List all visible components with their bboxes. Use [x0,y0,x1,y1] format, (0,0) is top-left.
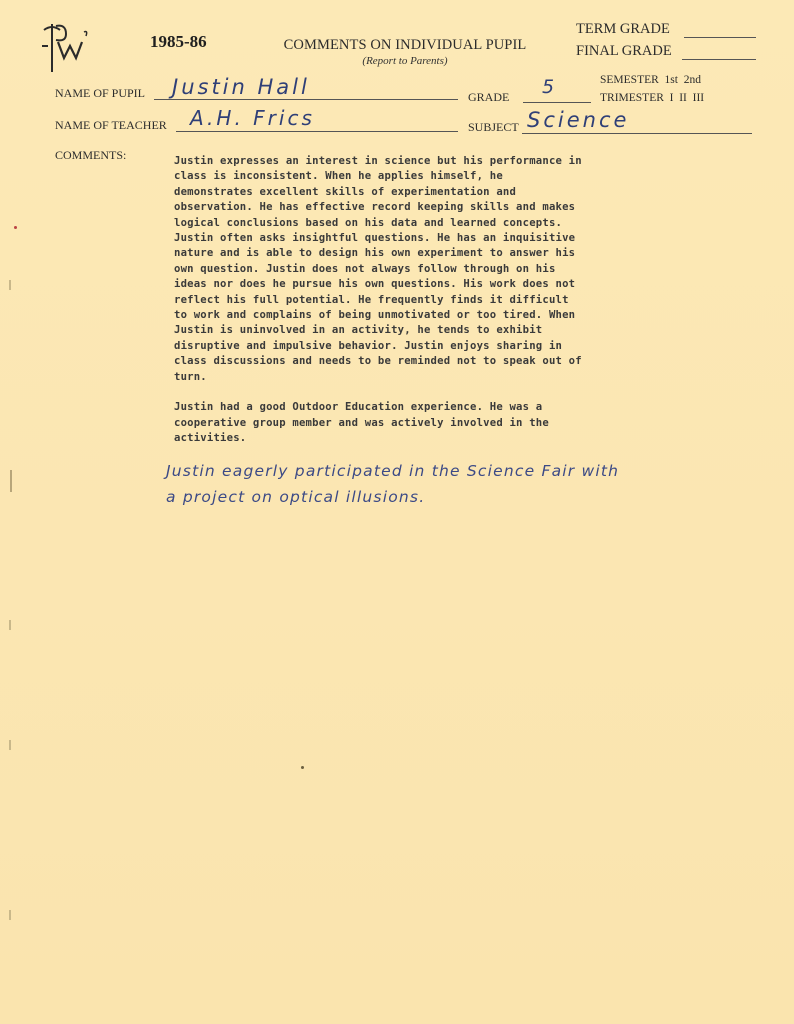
grade-value: 5 [542,76,558,98]
typed-comments [174,154,734,462]
comment-paragraph-1: Justin expresses an interest in science but his performance in class is inconsistent. When he applies himself, he demonstrates excellent skills of experimentation and observation. He has effective record keeping skills and makes logical conclusions based on his data and learned concepts. Justin often asks insightful questions. He has an inquisitive nature and is able to design his own experiment to answer his own question. Justin does not always follow through on his ideas nor does he pursue his own questions. His work does not reflect his full potential. He frequently finds it difficult to work and complains of being unmotivated or too tired. When Justin is uninvolved in an activity, he tends to exhibit disruptive and impulsive behavior. Justin enjoys sharing in class discussions and needs to be reminded not to speak out of turn. [174,155,582,383]
pupil-label: NAME OF PUPIL [55,86,146,100]
school-year: 1985-86 [150,32,207,51]
teacher-name: A.H. Frics [190,106,315,130]
scan-mark [10,470,12,492]
grade-label: GRADE [468,90,510,104]
scan-mark [9,910,11,920]
period-box [600,71,704,107]
subject-line [522,133,752,134]
teacher-line [176,131,458,132]
semester-label: SEMESTER [600,74,659,86]
paper-speck [301,766,304,769]
scan-mark [9,740,11,750]
paper-speck [14,226,17,229]
trimester-options: I II III [669,92,705,104]
grade-line [523,102,591,103]
subject-value: Science [527,108,630,132]
handwritten-line-2: a project on optical illusions. [166,488,426,506]
term-grade-line [684,37,756,38]
title-block [270,37,540,67]
pupil-line [154,99,458,100]
final-grade-row [572,43,772,65]
semester-row [600,71,704,89]
handwritten-note [166,458,746,510]
final-grade-line [682,59,756,60]
trimester-row [600,89,704,107]
form-title: COMMENTS ON INDIVIDUAL PUPIL [283,37,527,53]
trimester-label: TRIMESTER [600,92,664,104]
scan-mark [9,280,11,290]
final-grade-label: FINAL GRADE [576,43,672,59]
grade-box [572,21,772,65]
teacher-label: NAME OF TEACHER [55,118,167,132]
term-grade-row [572,21,772,43]
form-subtitle: (Report to Parents) [362,55,448,67]
handwritten-line-1: Justin eagerly participated in the Science Fair with [166,462,620,480]
comments-label: COMMENTS: [55,148,127,162]
semester-options: 1st 2nd [664,74,701,86]
scan-mark [9,620,11,630]
pupil-name: Justin Hall [172,75,310,99]
term-grade-label: TERM GRADE [576,21,670,37]
subject-label: SUBJECT [468,120,519,134]
comment-paragraph-2: Justin had a good Outdoor Education experience. He was a cooperative group member and was actively involved in the activities. [174,401,549,445]
fw-monogram-icon [34,18,90,78]
